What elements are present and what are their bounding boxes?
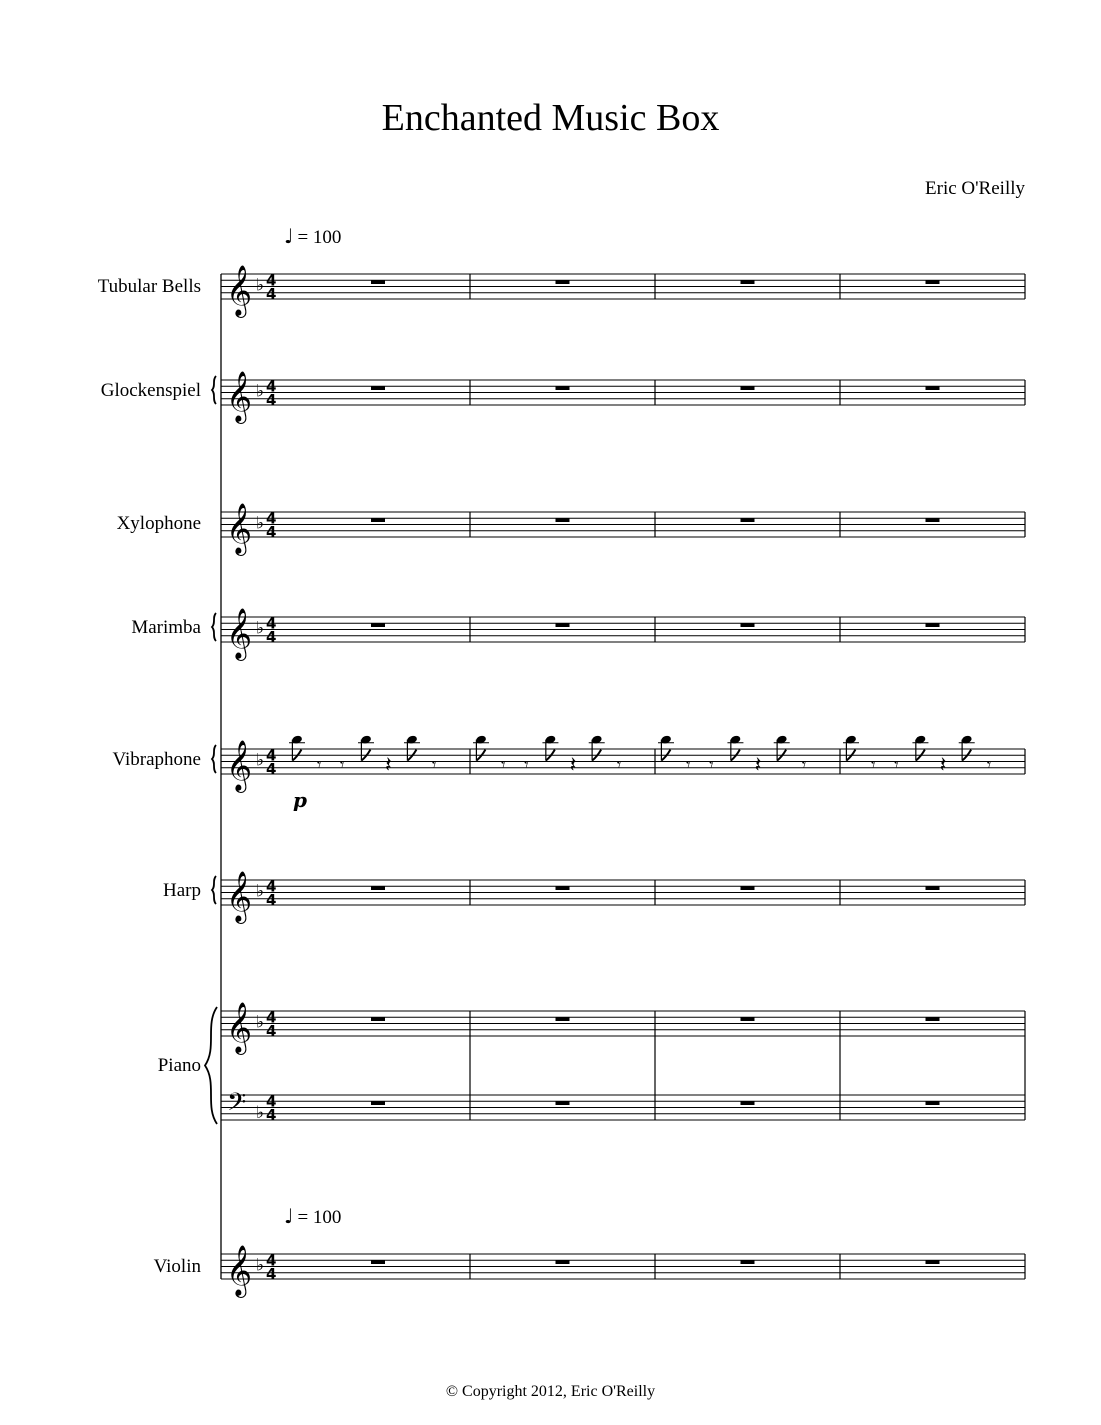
time-signature-bottom: 4 xyxy=(266,1265,277,1283)
whole-rest xyxy=(556,1101,570,1105)
eighth-rest-icon: 𝄾 xyxy=(524,754,529,774)
time-signature-top: 4 xyxy=(266,377,277,396)
whole-rest xyxy=(741,623,755,627)
whole-rest xyxy=(926,518,940,522)
copyright-notice: © Copyright 2012, Eric O'Reilly xyxy=(445,1383,656,1400)
treble-clef-icon: 𝄞 xyxy=(226,371,253,422)
flat-key-signature-icon: ♭ xyxy=(256,1255,265,1276)
time-signature-bottom: 4 xyxy=(266,891,277,909)
flat-key-signature-icon: ♭ xyxy=(256,1012,265,1033)
time-signature-bottom: 4 xyxy=(266,628,277,646)
quarter-rest-icon: 𝄽 xyxy=(939,752,947,778)
whole-rest xyxy=(371,518,385,522)
eighth-rest-icon: 𝄾 xyxy=(986,754,992,774)
time-signature-top: 4 xyxy=(266,614,277,633)
instrument-name-harp: Harp xyxy=(163,880,201,901)
whole-rest xyxy=(926,1101,940,1105)
instrument-name-violin: Violin xyxy=(153,1256,201,1277)
composer-name: Eric O'Reilly xyxy=(925,178,1025,199)
time-signature-top: 4 xyxy=(266,1092,277,1111)
eighth-rest-icon: 𝄾 xyxy=(317,754,322,774)
piano-brace xyxy=(205,1007,217,1124)
time-signature-bottom: 4 xyxy=(266,1106,277,1124)
time-signature-top: 4 xyxy=(266,509,277,528)
whole-rest xyxy=(741,1101,755,1105)
time-signature-bottom: 4 xyxy=(266,391,277,409)
instrument-name-xylophone: Xylophone xyxy=(116,513,201,534)
whole-rest xyxy=(926,623,940,627)
time-signature-bottom: 4 xyxy=(266,285,277,303)
whole-rest xyxy=(926,1017,940,1021)
eighth-rest-icon: 𝄾 xyxy=(686,754,691,774)
whole-rest xyxy=(371,1017,385,1021)
instrument-name-glockenspiel: Glockenspiel xyxy=(100,380,201,401)
whole-rest xyxy=(556,1260,570,1264)
tempo-value: = 100 xyxy=(297,227,342,248)
whole-rest xyxy=(556,280,570,284)
dynamic-marking: p xyxy=(293,788,307,812)
eighth-rest-icon: 𝄾 xyxy=(501,754,506,774)
time-signature-bottom: 4 xyxy=(266,760,277,778)
whole-rest xyxy=(926,886,940,890)
whole-rest xyxy=(741,386,755,390)
whole-rest xyxy=(741,886,755,890)
quarter-note-icon: ♩ xyxy=(284,224,294,248)
instrument-name-vibraphone: Vibraphone xyxy=(112,749,201,770)
eighth-rest-icon: 𝄾 xyxy=(616,754,622,774)
whole-rest xyxy=(741,280,755,284)
whole-rest xyxy=(926,386,940,390)
time-signature-bottom: 4 xyxy=(266,523,277,541)
flat-key-signature-icon: ♭ xyxy=(256,881,265,902)
eighth-rest-icon: 𝄾 xyxy=(871,754,876,774)
whole-rest xyxy=(371,280,385,284)
time-signature-top: 4 xyxy=(266,877,277,896)
time-signature-top: 4 xyxy=(266,271,277,290)
vibraphone-brace xyxy=(212,745,216,773)
flat-key-signature-icon: ♭ xyxy=(256,1102,265,1123)
whole-rest xyxy=(741,518,755,522)
whole-rest xyxy=(556,386,570,390)
time-signature-top: 4 xyxy=(266,746,277,765)
instrument-name-piano: Piano xyxy=(157,1055,201,1076)
whole-rest xyxy=(556,518,570,522)
marimba-brace xyxy=(212,613,216,641)
tempo-value: = 100 xyxy=(297,1207,342,1228)
treble-clef-icon: 𝄞 xyxy=(226,265,253,316)
instrument-name-marimba: Marimba xyxy=(131,617,201,638)
eighth-rest-icon: 𝄾 xyxy=(432,754,437,774)
whole-rest xyxy=(371,886,385,890)
quarter-note-icon: ♩ xyxy=(284,1204,294,1228)
whole-rest xyxy=(371,1101,385,1105)
eighth-rest-icon: 𝄾 xyxy=(709,754,714,774)
glockenspiel-brace xyxy=(212,376,216,404)
bass-clef-icon: 𝄢 xyxy=(227,1088,247,1123)
time-signature-top: 4 xyxy=(266,1251,277,1270)
eighth-rest-icon: 𝄾 xyxy=(340,754,345,774)
flat-key-signature-icon: ♭ xyxy=(256,275,265,296)
whole-rest xyxy=(371,1260,385,1264)
whole-rest xyxy=(556,886,570,890)
flat-key-signature-icon: ♭ xyxy=(256,513,265,534)
whole-rest xyxy=(926,1260,940,1264)
treble-clef-icon: 𝄞 xyxy=(226,740,253,791)
treble-clef-icon: 𝄞 xyxy=(226,1002,253,1053)
whole-rest xyxy=(556,623,570,627)
flat-key-signature-icon: ♭ xyxy=(256,618,265,639)
eighth-rest-icon: 𝄾 xyxy=(801,754,807,774)
harp-brace xyxy=(212,876,216,904)
treble-clef-icon: 𝄞 xyxy=(226,503,253,554)
treble-clef-icon: 𝄞 xyxy=(226,608,253,659)
time-signature-bottom: 4 xyxy=(266,1022,277,1040)
whole-rest xyxy=(556,1017,570,1021)
whole-rest xyxy=(371,623,385,627)
whole-rest xyxy=(741,1260,755,1264)
treble-clef-icon: 𝄞 xyxy=(226,871,253,922)
time-signature-top: 4 xyxy=(266,1008,277,1027)
quarter-rest-icon: 𝄽 xyxy=(754,752,762,778)
whole-rest xyxy=(741,1017,755,1021)
instrument-name-tubular-bells: Tubular Bells xyxy=(97,276,201,297)
quarter-rest-icon: 𝄽 xyxy=(385,752,392,778)
flat-key-signature-icon: ♭ xyxy=(256,750,265,771)
piece-title: Enchanted Music Box xyxy=(381,97,720,139)
flat-key-signature-icon: ♭ xyxy=(256,381,265,402)
treble-clef-icon: 𝄞 xyxy=(226,1245,253,1296)
eighth-rest-icon: 𝄾 xyxy=(894,754,899,774)
whole-rest xyxy=(371,386,385,390)
quarter-rest-icon: 𝄽 xyxy=(569,752,577,778)
whole-rest xyxy=(926,280,940,284)
